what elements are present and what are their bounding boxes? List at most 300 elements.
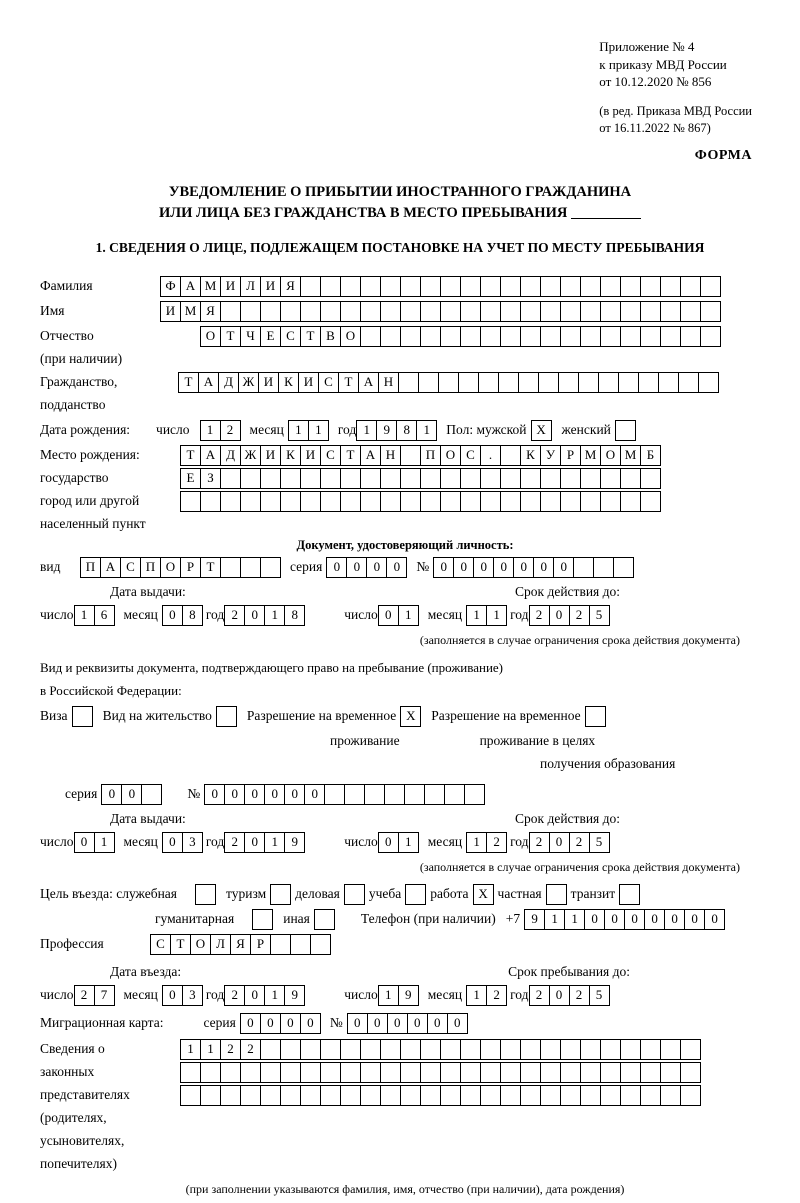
form-cell[interactable] [460, 491, 481, 512]
form-cell[interactable] [200, 491, 221, 512]
citizenship-cells[interactable] [178, 372, 718, 393]
form-cell[interactable] [440, 1085, 461, 1106]
form-cell[interactable]: У [540, 445, 561, 466]
form-cell[interactable] [180, 1085, 201, 1106]
form-cell[interactable]: И [260, 445, 281, 466]
form-cell[interactable] [400, 1039, 421, 1060]
form-cell[interactable]: 2 [569, 832, 590, 853]
form-cell[interactable] [340, 301, 361, 322]
form-cell[interactable] [640, 301, 661, 322]
form-cell[interactable]: В [320, 326, 341, 347]
form-cell[interactable] [320, 1085, 341, 1106]
form-cell[interactable] [324, 784, 345, 805]
form-cell[interactable]: Т [200, 557, 221, 578]
form-cell[interactable] [380, 276, 401, 297]
migration-number-cells[interactable] [347, 1013, 467, 1034]
form-cell[interactable]: И [300, 445, 321, 466]
form-cell[interactable] [620, 301, 641, 322]
form-cell[interactable] [340, 491, 361, 512]
doc-valid-month-cells[interactable] [466, 605, 506, 626]
form-cell[interactable]: 0 [244, 605, 265, 626]
form-cell[interactable] [660, 326, 681, 347]
form-cell[interactable]: 0 [493, 557, 514, 578]
stay-month-cells[interactable] [466, 985, 506, 1006]
form-cell[interactable] [320, 491, 341, 512]
form-cell[interactable]: К [280, 445, 301, 466]
form-cell[interactable]: О [200, 326, 221, 347]
migration-series-cells[interactable] [240, 1013, 320, 1034]
form-cell[interactable]: О [340, 326, 361, 347]
form-cell[interactable]: 0 [549, 605, 570, 626]
form-cell[interactable] [320, 468, 341, 489]
patronymic-cells[interactable] [200, 326, 720, 347]
form-cell[interactable] [260, 491, 281, 512]
form-cell[interactable]: 3 [182, 985, 203, 1006]
form-cell[interactable]: 1 [200, 420, 221, 441]
doc-series-cells[interactable] [326, 557, 406, 578]
form-cell[interactable] [300, 301, 321, 322]
form-cell[interactable] [500, 1062, 521, 1083]
perm-issue-year-cells[interactable] [224, 832, 304, 853]
form-cell[interactable] [260, 468, 281, 489]
form-cell[interactable] [380, 1062, 401, 1083]
form-cell[interactable] [460, 276, 481, 297]
form-cell[interactable] [660, 1062, 681, 1083]
form-cell[interactable]: С [320, 445, 341, 466]
form-cell[interactable]: 0 [240, 1013, 261, 1034]
form-cell[interactable]: 1 [264, 605, 285, 626]
form-cell[interactable] [141, 784, 162, 805]
form-cell[interactable]: 0 [378, 832, 399, 853]
form-cell[interactable] [500, 491, 521, 512]
form-cell[interactable]: 0 [347, 1013, 368, 1034]
form-cell[interactable] [640, 326, 661, 347]
perm-issue-day-cells[interactable] [74, 832, 114, 853]
form-cell[interactable] [280, 1062, 301, 1083]
checkbox-purpose-private[interactable] [546, 884, 567, 905]
form-cell[interactable]: И [258, 372, 279, 393]
form-cell[interactable] [480, 1039, 501, 1060]
form-cell[interactable]: Р [180, 557, 201, 578]
doc-issue-year-cells[interactable] [224, 605, 304, 626]
form-cell[interactable] [180, 491, 201, 512]
perm-number-cells[interactable] [204, 784, 484, 805]
form-cell[interactable] [593, 557, 614, 578]
form-cell[interactable] [200, 1085, 221, 1106]
doc-kind-cells[interactable] [80, 557, 280, 578]
form-cell[interactable]: Р [560, 445, 581, 466]
form-cell[interactable] [280, 491, 301, 512]
form-cell[interactable]: З [200, 468, 221, 489]
form-cell[interactable]: Ч [240, 326, 261, 347]
doc-number-cells[interactable] [433, 557, 633, 578]
form-cell[interactable]: Ж [238, 372, 259, 393]
form-cell[interactable] [613, 557, 634, 578]
form-cell[interactable]: 0 [378, 605, 399, 626]
form-cell[interactable] [220, 557, 241, 578]
form-cell[interactable] [620, 468, 641, 489]
form-cell[interactable] [340, 276, 361, 297]
checkbox-sex-male[interactable]: X [531, 420, 552, 441]
form-cell[interactable] [384, 784, 405, 805]
form-cell[interactable]: 0 [513, 557, 534, 578]
form-cell[interactable] [480, 276, 501, 297]
form-cell[interactable]: Т [180, 445, 201, 466]
form-cell[interactable] [620, 1085, 641, 1106]
perm-valid-day-cells[interactable] [378, 832, 418, 853]
form-cell[interactable] [400, 1062, 421, 1083]
form-cell[interactable]: С [460, 445, 481, 466]
form-cell[interactable] [220, 491, 241, 512]
checkbox-purpose-transit[interactable] [619, 884, 640, 905]
form-cell[interactable] [460, 301, 481, 322]
form-cell[interactable] [500, 301, 521, 322]
form-cell[interactable] [538, 372, 559, 393]
form-cell[interactable] [698, 372, 719, 393]
form-cell[interactable] [580, 1085, 601, 1106]
form-cell[interactable] [440, 301, 461, 322]
form-cell[interactable]: М [580, 445, 601, 466]
form-cell[interactable] [700, 326, 721, 347]
form-cell[interactable] [560, 491, 581, 512]
form-cell[interactable]: 2 [529, 985, 550, 1006]
form-cell[interactable] [240, 491, 261, 512]
form-cell[interactable]: К [520, 445, 541, 466]
form-cell[interactable]: 8 [284, 605, 305, 626]
form-cell[interactable] [438, 372, 459, 393]
form-cell[interactable] [640, 468, 661, 489]
form-cell[interactable]: 1 [466, 605, 487, 626]
form-cell[interactable]: 1 [200, 1039, 221, 1060]
form-cell[interactable] [220, 1062, 241, 1083]
form-cell[interactable] [380, 491, 401, 512]
form-cell[interactable]: 0 [264, 784, 285, 805]
form-cell[interactable] [260, 1085, 281, 1106]
form-cell[interactable] [420, 326, 441, 347]
form-cell[interactable]: 1 [180, 1039, 201, 1060]
form-cell[interactable]: 9 [284, 832, 305, 853]
form-cell[interactable] [500, 468, 521, 489]
form-cell[interactable]: Т [170, 934, 191, 955]
form-cell[interactable] [638, 372, 659, 393]
form-cell[interactable] [404, 784, 425, 805]
form-cell[interactable]: 0 [473, 557, 494, 578]
form-cell[interactable]: 0 [604, 909, 625, 930]
form-cell[interactable] [400, 491, 421, 512]
form-cell[interactable] [310, 934, 331, 955]
form-cell[interactable] [598, 372, 619, 393]
form-cell[interactable] [400, 1085, 421, 1106]
form-cell[interactable] [340, 1039, 361, 1060]
form-cell[interactable] [360, 1085, 381, 1106]
form-cell[interactable]: Я [230, 934, 251, 955]
form-cell[interactable]: М [180, 301, 201, 322]
form-cell[interactable] [280, 301, 301, 322]
form-cell[interactable] [260, 301, 281, 322]
form-cell[interactable]: 0 [304, 784, 325, 805]
form-cell[interactable] [520, 491, 541, 512]
form-cell[interactable]: 2 [569, 985, 590, 1006]
form-cell[interactable] [240, 1085, 261, 1106]
form-cell[interactable] [580, 1039, 601, 1060]
profession-cells[interactable] [150, 934, 330, 955]
form-cell[interactable]: 2 [224, 832, 245, 853]
form-cell[interactable]: 2 [486, 832, 507, 853]
form-cell[interactable] [520, 276, 541, 297]
form-cell[interactable]: П [420, 445, 441, 466]
form-cell[interactable]: 6 [94, 605, 115, 626]
form-cell[interactable] [260, 1062, 281, 1083]
form-cell[interactable] [540, 301, 561, 322]
form-cell[interactable]: 0 [204, 784, 225, 805]
form-cell[interactable] [600, 326, 621, 347]
form-cell[interactable] [360, 301, 381, 322]
checkbox-purpose-official[interactable] [195, 884, 216, 905]
form-cell[interactable] [380, 326, 401, 347]
form-cell[interactable] [340, 468, 361, 489]
checkbox-purpose-humanitarian[interactable] [252, 909, 273, 930]
form-cell[interactable] [400, 468, 421, 489]
form-cell[interactable] [340, 1062, 361, 1083]
form-cell[interactable]: Т [220, 326, 241, 347]
form-cell[interactable]: 0 [453, 557, 474, 578]
form-cell[interactable]: Т [340, 445, 361, 466]
form-cell[interactable]: 0 [549, 985, 570, 1006]
form-cell[interactable] [200, 1062, 221, 1083]
form-cell[interactable]: Л [210, 934, 231, 955]
form-cell[interactable] [600, 276, 621, 297]
form-cell[interactable]: 0 [244, 784, 265, 805]
form-cell[interactable]: М [620, 445, 641, 466]
form-cell[interactable] [600, 301, 621, 322]
form-cell[interactable]: 0 [407, 1013, 428, 1034]
form-cell[interactable] [618, 372, 639, 393]
form-cell[interactable] [573, 557, 594, 578]
form-cell[interactable]: 0 [549, 832, 570, 853]
form-cell[interactable]: . [480, 445, 501, 466]
form-cell[interactable]: И [160, 301, 181, 322]
form-cell[interactable] [240, 301, 261, 322]
form-cell[interactable] [360, 276, 381, 297]
stay-year-cells[interactable] [529, 985, 609, 1006]
form-cell[interactable] [580, 301, 601, 322]
form-cell[interactable]: Е [260, 326, 281, 347]
perm-valid-month-cells[interactable] [466, 832, 506, 853]
form-cell[interactable]: Т [178, 372, 199, 393]
form-cell[interactable] [380, 1085, 401, 1106]
form-cell[interactable]: 0 [427, 1013, 448, 1034]
form-cell[interactable] [560, 301, 581, 322]
form-cell[interactable] [678, 372, 699, 393]
form-cell[interactable] [500, 445, 521, 466]
form-cell[interactable]: О [160, 557, 181, 578]
form-cell[interactable]: 0 [447, 1013, 468, 1034]
form-cell[interactable] [560, 276, 581, 297]
form-cell[interactable] [680, 301, 701, 322]
form-cell[interactable] [460, 1039, 481, 1060]
checkbox-purpose-tourism[interactable] [270, 884, 291, 905]
form-cell[interactable] [480, 301, 501, 322]
form-cell[interactable]: 1 [416, 420, 437, 441]
form-cell[interactable] [680, 1062, 701, 1083]
form-cell[interactable] [480, 1062, 501, 1083]
form-cell[interactable]: 2 [569, 605, 590, 626]
form-cell[interactable] [540, 491, 561, 512]
form-cell[interactable] [380, 468, 401, 489]
form-cell[interactable] [558, 372, 579, 393]
form-cell[interactable] [260, 1039, 281, 1060]
form-cell[interactable] [658, 372, 679, 393]
form-cell[interactable]: 1 [398, 832, 419, 853]
form-cell[interactable] [560, 1062, 581, 1083]
form-cell[interactable] [600, 468, 621, 489]
form-cell[interactable] [400, 301, 421, 322]
birth-year-cells[interactable] [356, 420, 436, 441]
form-cell[interactable] [680, 326, 701, 347]
form-cell[interactable]: 0 [260, 1013, 281, 1034]
form-cell[interactable]: А [180, 276, 201, 297]
checkbox-visa[interactable] [72, 706, 93, 727]
form-cell[interactable]: И [298, 372, 319, 393]
form-cell[interactable]: И [260, 276, 281, 297]
form-cell[interactable] [640, 1085, 661, 1106]
form-cell[interactable] [640, 276, 661, 297]
form-cell[interactable]: 0 [533, 557, 554, 578]
form-cell[interactable] [418, 372, 439, 393]
form-cell[interactable]: 0 [664, 909, 685, 930]
form-cell[interactable]: 8 [396, 420, 417, 441]
form-cell[interactable]: Е [180, 468, 201, 489]
form-cell[interactable] [424, 784, 445, 805]
form-cell[interactable]: 0 [684, 909, 705, 930]
form-cell[interactable]: 9 [524, 909, 545, 930]
form-cell[interactable] [600, 491, 621, 512]
form-cell[interactable] [420, 468, 441, 489]
form-cell[interactable] [364, 784, 385, 805]
form-cell[interactable] [420, 491, 441, 512]
checkbox-edu-residence[interactable] [585, 706, 606, 727]
form-cell[interactable]: 2 [529, 832, 550, 853]
form-cell[interactable] [620, 491, 641, 512]
form-cell[interactable]: 2 [224, 985, 245, 1006]
stay-day-cells[interactable] [378, 985, 418, 1006]
form-cell[interactable] [500, 276, 521, 297]
form-cell[interactable]: П [80, 557, 101, 578]
form-cell[interactable] [580, 326, 601, 347]
form-cell[interactable]: 0 [162, 832, 183, 853]
legal-rep-cells-3[interactable] [180, 1085, 700, 1106]
form-cell[interactable] [440, 276, 461, 297]
form-cell[interactable]: О [600, 445, 621, 466]
form-cell[interactable]: 1 [466, 832, 487, 853]
form-cell[interactable]: 0 [162, 985, 183, 1006]
doc-issue-day-cells[interactable] [74, 605, 114, 626]
form-cell[interactable]: 0 [624, 909, 645, 930]
checkbox-purpose-work[interactable]: X [473, 884, 494, 905]
form-cell[interactable]: 2 [220, 1039, 241, 1060]
form-cell[interactable]: П [140, 557, 161, 578]
form-cell[interactable] [520, 1039, 541, 1060]
form-cell[interactable] [380, 301, 401, 322]
form-cell[interactable]: Я [200, 301, 221, 322]
doc-valid-year-cells[interactable] [529, 605, 609, 626]
form-cell[interactable]: 0 [244, 832, 265, 853]
form-cell[interactable] [360, 1039, 381, 1060]
form-cell[interactable]: 0 [553, 557, 574, 578]
form-cell[interactable] [620, 326, 641, 347]
form-cell[interactable]: О [440, 445, 461, 466]
birthplace-cells-3[interactable] [180, 491, 660, 512]
form-cell[interactable] [600, 1039, 621, 1060]
form-cell[interactable]: 2 [240, 1039, 261, 1060]
form-cell[interactable] [460, 1062, 481, 1083]
birthplace-cells-2[interactable] [180, 468, 660, 489]
form-cell[interactable] [500, 1039, 521, 1060]
form-cell[interactable] [580, 468, 601, 489]
form-cell[interactable]: 0 [101, 784, 122, 805]
form-cell[interactable] [660, 301, 681, 322]
form-cell[interactable] [300, 1085, 321, 1106]
birthplace-cells-1[interactable] [180, 445, 660, 466]
firstname-cells[interactable] [160, 301, 720, 322]
form-cell[interactable]: 2 [224, 605, 245, 626]
form-cell[interactable]: 0 [244, 985, 265, 1006]
form-cell[interactable] [440, 491, 461, 512]
form-cell[interactable] [380, 1039, 401, 1060]
perm-valid-year-cells[interactable] [529, 832, 609, 853]
form-cell[interactable] [180, 1062, 201, 1083]
form-cell[interactable] [520, 1085, 541, 1106]
checkbox-purpose-business[interactable] [344, 884, 365, 905]
form-cell[interactable]: А [358, 372, 379, 393]
form-cell[interactable] [460, 326, 481, 347]
form-cell[interactable] [344, 784, 365, 805]
surname-cells[interactable] [160, 276, 720, 297]
form-cell[interactable]: 1 [288, 420, 309, 441]
form-cell[interactable] [444, 784, 465, 805]
form-cell[interactable] [600, 1085, 621, 1106]
form-cell[interactable]: 9 [284, 985, 305, 1006]
form-cell[interactable] [480, 468, 501, 489]
form-cell[interactable]: 2 [486, 985, 507, 1006]
form-cell[interactable] [540, 326, 561, 347]
form-cell[interactable] [498, 372, 519, 393]
form-cell[interactable]: 9 [376, 420, 397, 441]
perm-series-cells[interactable] [101, 784, 161, 805]
form-cell[interactable] [360, 326, 381, 347]
form-cell[interactable]: Д [218, 372, 239, 393]
form-cell[interactable] [620, 1062, 641, 1083]
form-cell[interactable] [280, 468, 301, 489]
form-cell[interactable]: 7 [94, 985, 115, 1006]
form-cell[interactable] [578, 372, 599, 393]
form-cell[interactable] [300, 491, 321, 512]
form-cell[interactable] [580, 1062, 601, 1083]
form-cell[interactable]: 1 [308, 420, 329, 441]
form-cell[interactable]: 8 [182, 605, 203, 626]
form-cell[interactable]: 1 [264, 832, 285, 853]
form-cell[interactable]: М [200, 276, 221, 297]
legal-rep-cells-1[interactable] [180, 1039, 700, 1060]
form-cell[interactable]: Ф [160, 276, 181, 297]
form-cell[interactable]: 1 [356, 420, 377, 441]
form-cell[interactable]: 1 [378, 985, 399, 1006]
form-cell[interactable] [400, 445, 421, 466]
doc-issue-month-cells[interactable] [162, 605, 202, 626]
form-cell[interactable] [300, 1039, 321, 1060]
form-cell[interactable] [560, 468, 581, 489]
form-cell[interactable] [420, 1062, 441, 1083]
